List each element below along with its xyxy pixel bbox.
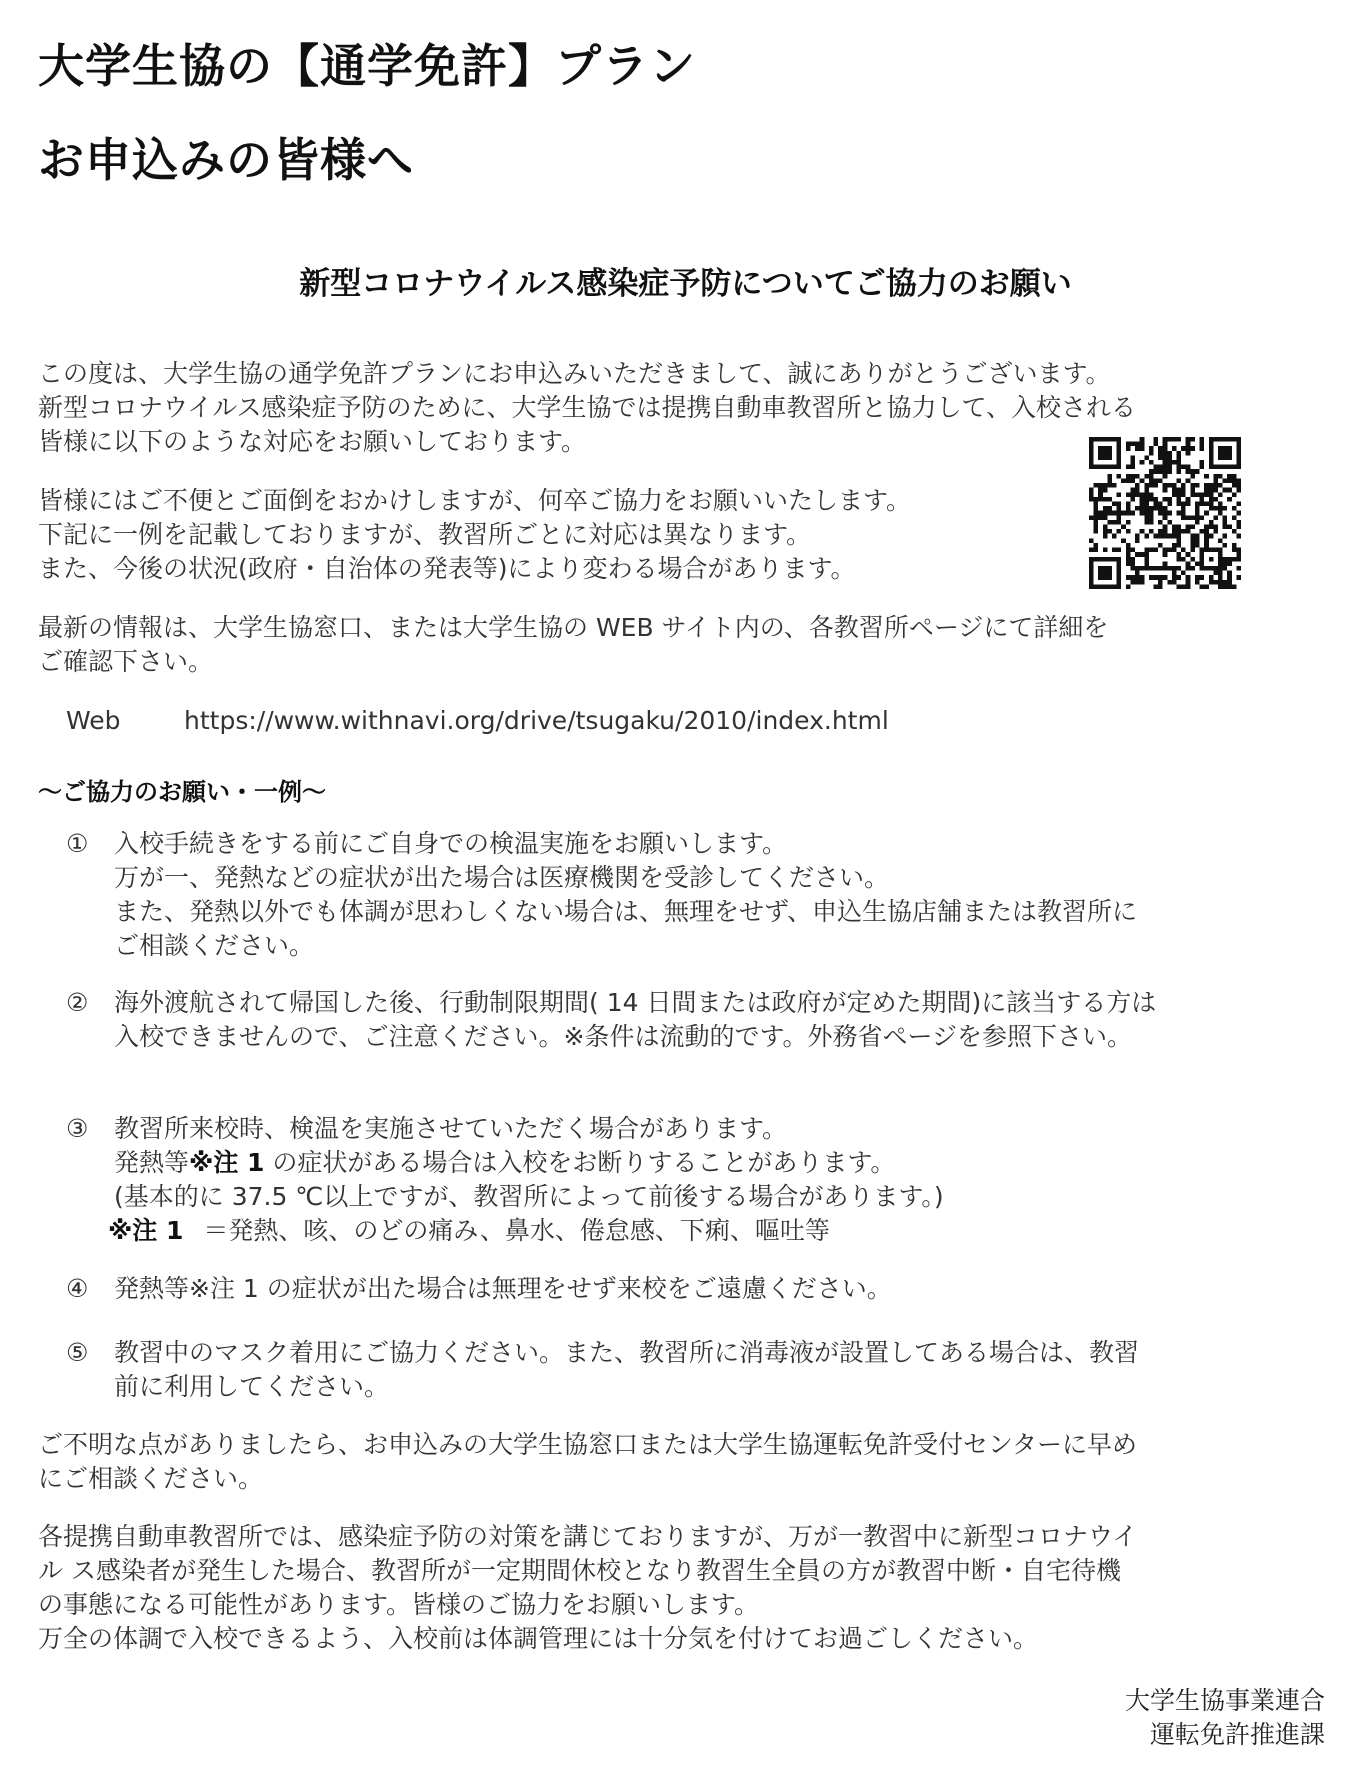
item-number: ⑤	[66, 1338, 89, 1367]
item-text: の症状がある場合は入校をお断りすることがあります。	[264, 1148, 896, 1177]
note-text: ＝発熱、咳、のどの痛み、鼻水、倦怠感、下痢、嘔吐等	[203, 1216, 830, 1245]
intro-line: 皆様に以下のような対応をお願いしております。	[38, 427, 587, 456]
signature-dept: 運転免許推進課	[1149, 1720, 1325, 1749]
note-ref-bold: ※注 1	[189, 1148, 265, 1177]
item-line: 入校手続きをする前にご自身での検温実施をお願いします。	[114, 829, 788, 858]
title-line-1: 大学生協の【通学免許】プラン	[38, 39, 696, 93]
note-line	[108, 1214, 944, 1248]
intro-line: 新型コロナウイルス感染症予防のために、大学生協では提携自動車教習所と協力して、入校される	[38, 393, 1137, 422]
item-line	[114, 1146, 944, 1180]
item-line: また、発熱以外でも体調が思わしくない場合は、無理をせず、申込生協店舗または教習所に	[114, 897, 1138, 926]
web-row	[66, 706, 889, 735]
item-line: ご相談ください。	[114, 931, 315, 960]
note-label: ※注 1	[108, 1216, 184, 1245]
item-text: 発熱等	[114, 1148, 190, 1177]
notice-paragraph	[38, 484, 911, 586]
section-title: ～ご協力のお願い・一例～	[38, 778, 326, 806]
intro-line: この度は、大学生協の通学免許プランにお申込みいただきまして、誠にありがとうございます。	[38, 359, 1111, 388]
closing-line: の事態になる可能性があります。皆様のご協力をお願いします。	[38, 1590, 760, 1619]
qr-code-icon[interactable]	[1089, 437, 1241, 589]
title-line-2: お申込みの皆様へ	[38, 133, 414, 187]
web-url-link[interactable]: https://www.withnavi.org/drive/tsugaku/2010/index.html	[184, 706, 889, 735]
notice-line: また、今後の状況(政府・自治体の発表等)により変わる場合があります。	[38, 554, 856, 583]
closing-line: 各提携自動車教習所では、感染症予防の対策を講じておりますが、万が一教習中に新型コロナウイ	[38, 1522, 1138, 1551]
notice-line: 皆様にはご不便とご面倒をおかけしますが、何卒ご協力をお願いいたします。	[38, 486, 912, 515]
item-line: 海外渡航されて帰国した後、行動制限期間( 14 日間または政府が定めた期間)に該当する方は	[114, 988, 1157, 1017]
item-line: 万が一、発熱などの症状が出た場合は医療機関を受診してください。	[114, 863, 890, 892]
closing-line: ル ス感染者が発生した場合、教習所が一定期間休校となり教習生全員の方が教習中断・自宅待機	[38, 1556, 1121, 1585]
item-number: ④	[66, 1274, 89, 1303]
item-line: 前に利用してください。	[114, 1372, 390, 1401]
item-number: ③	[66, 1114, 89, 1143]
subtitle: 新型コロナウイルス感染症予防についてご協力のお願い	[299, 266, 1072, 302]
item-line: 入校できませんので、ご注意ください。※条件は流動的です。外務省ページを参照下さい。	[114, 1022, 1132, 1051]
item-number: ②	[66, 988, 89, 1017]
closing-paragraph	[38, 1520, 1137, 1656]
notice-line: 下記に一例を記載しておりますが、教習所ごとに対応は異なります。	[38, 520, 812, 549]
item-line: (基本的に 37.5 ℃以上ですが、教習所によって前後する場合があります。)	[114, 1182, 944, 1211]
contact-line: ご不明な点がありましたら、お申込みの大学生協窓口または大学生協運転免許受付センターに早め	[38, 1430, 1138, 1459]
contact-paragraph	[38, 1428, 1137, 1496]
signature	[1125, 1684, 1325, 1752]
item-line: 教習所来校時、検温を実施させていただく場合があります。	[114, 1114, 788, 1143]
signature-org: 大学生協事業連合	[1124, 1686, 1325, 1715]
item-line: 発熱等※注 1 の症状が出た場合は無理をせず来校をご遠慮ください。	[114, 1274, 892, 1303]
intro-paragraph	[38, 357, 1136, 459]
contact-line: にご相談ください。	[38, 1464, 264, 1493]
closing-line: 万全の体調で入校できるよう、入校前は体調管理には十分気を付けてお過ごしください。	[38, 1624, 1039, 1653]
latest-info-paragraph	[38, 611, 1108, 679]
item-line: 教習中のマスク着用にご協力ください。また、教習所に消毒液が設置してある場合は、教習	[114, 1338, 1140, 1367]
web-label: Web	[66, 706, 121, 735]
item-number: ①	[66, 829, 89, 858]
latest-info-line: ご確認下さい。	[38, 647, 214, 676]
latest-info-line: 最新の情報は、大学生協窓口、または大学生協の WEB サイト内の、各教習所ページにて詳細を	[38, 613, 1109, 642]
